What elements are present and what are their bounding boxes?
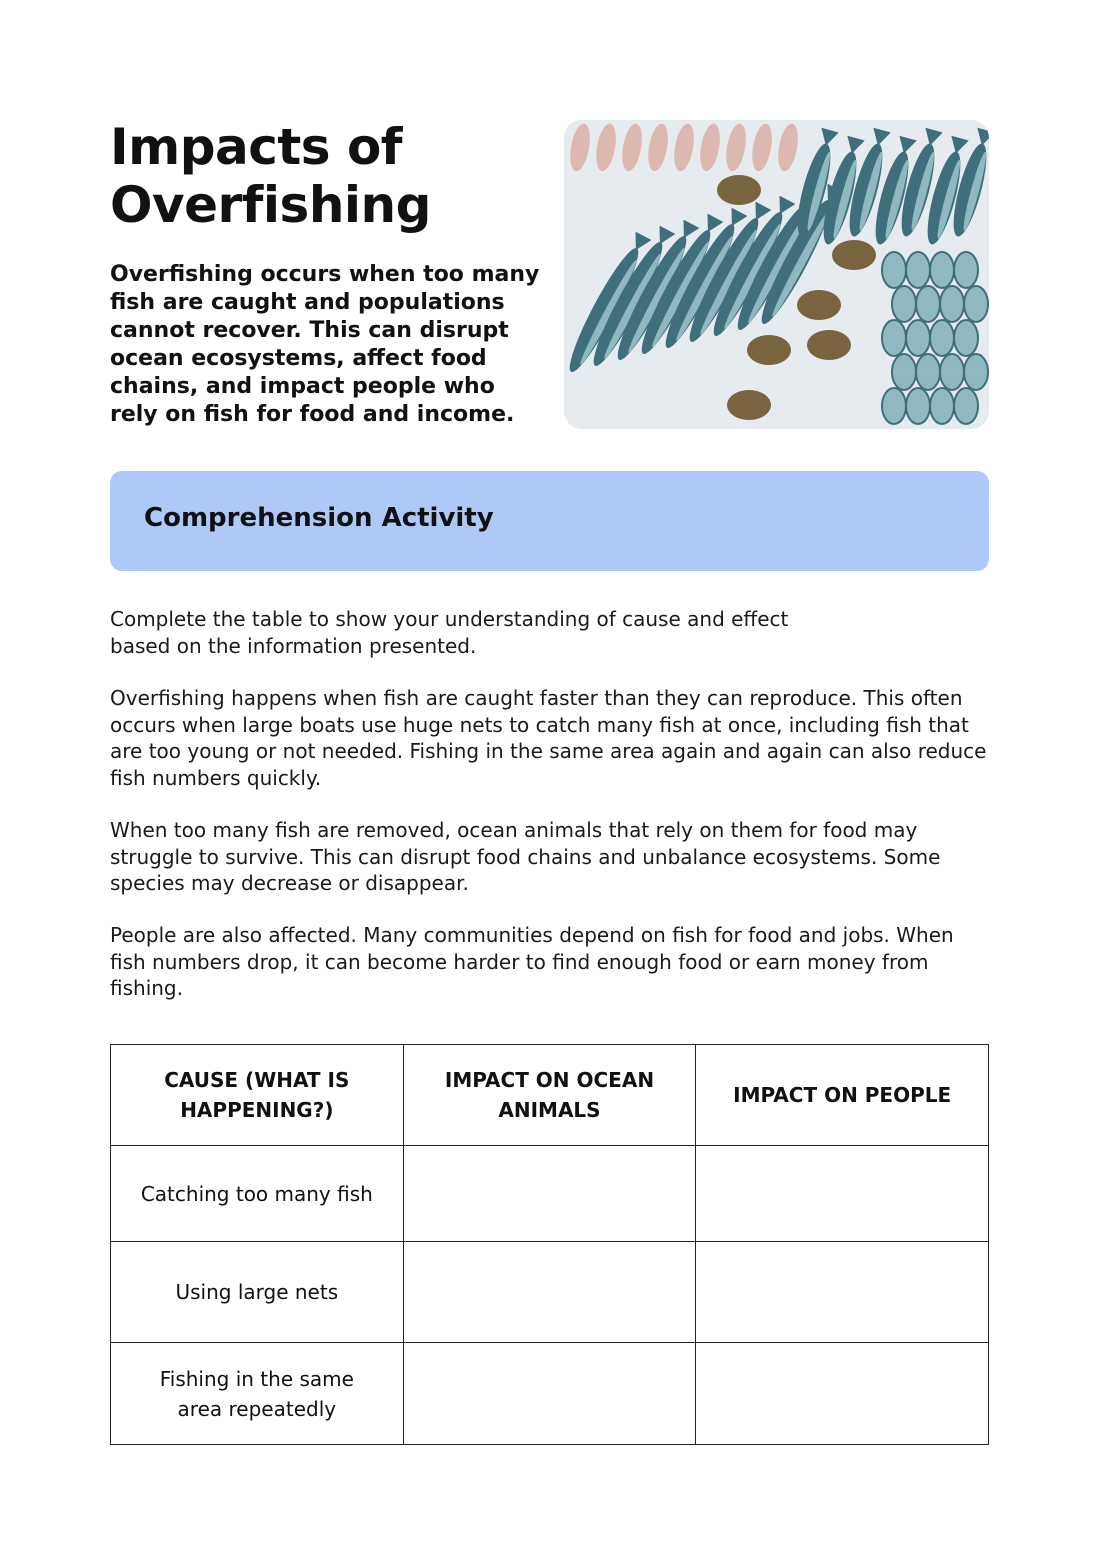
people-impact-answer-cell[interactable]	[696, 1146, 989, 1242]
cause-cell: Catching too many fish	[111, 1146, 404, 1242]
activity-banner	[110, 471, 989, 571]
header-cause: CAUSE (WHAT IS HAPPENING?)	[111, 1045, 404, 1146]
people-impact-answer-cell[interactable]	[696, 1343, 989, 1445]
silver-fish-icon	[930, 252, 954, 288]
fish-market-illustration	[564, 120, 989, 429]
silver-fish-icon	[882, 388, 906, 424]
silver-fish-icon	[906, 252, 930, 288]
silver-fish-icon	[916, 354, 940, 390]
silver-fish-icon	[892, 354, 916, 390]
table-header-row	[111, 1045, 989, 1146]
paragraph-ocean-impact: When too many fish are removed, ocean animals that rely on them for food may struggle to survive. This can disrupt food chains and unbalance ecosystems. Some species may decrease or disappear.	[110, 818, 941, 895]
header-ocean-impact: IMPACT ON OCEAN ANIMALS	[403, 1045, 696, 1146]
table-row	[111, 1146, 989, 1242]
crab-icon	[797, 290, 841, 320]
paragraph-people-impact: People are also affected. Many communities depend on fish for food and jobs. When fish numbers drop, it can become harder to find enough food or earn money from fishing.	[110, 923, 954, 1000]
silver-fish-icon	[892, 286, 916, 322]
cause-cell: Using large nets	[111, 1242, 404, 1343]
page-title: Impacts of Overfishing	[110, 118, 431, 234]
cause-effect-table	[110, 1044, 989, 1445]
silver-fish-icon	[954, 320, 978, 356]
activity-title: Comprehension Activity	[144, 503, 494, 533]
cause-cell: Fishing in the same area repeatedly	[111, 1343, 404, 1445]
silver-fish-icon	[882, 320, 906, 356]
silver-fish-icon	[906, 388, 930, 424]
ocean-impact-answer-cell[interactable]	[403, 1146, 696, 1242]
silver-fish-icon	[940, 354, 964, 390]
paragraph-causes: Overfishing happens when fish are caught faster than they can reproduce. This often occurs when large boats use huge nets to catch many fish at once, including fish that are too young or not needed. Fishing in the same area again and again can also reduce fish numbers quickly.	[110, 686, 987, 790]
table-row	[111, 1242, 989, 1343]
silver-fish-icon	[964, 286, 988, 322]
silver-fish-icon	[930, 320, 954, 356]
instructions-text: Complete the table to show your understanding of cause and effect based on the information presented.	[110, 607, 789, 658]
crab-icon	[727, 390, 771, 420]
silver-fish-icon	[940, 286, 964, 322]
silver-fish-icon	[882, 252, 906, 288]
crab-icon	[717, 175, 761, 205]
silver-fish-icon	[964, 354, 988, 390]
intro-text: Overfishing occurs when too many fish are caught and populations cannot recover. This can disrupt ocean ecosystems, affect food chains, and impact people who rely on fish for food and income.	[110, 262, 540, 427]
silver-fish-icon	[954, 252, 978, 288]
ocean-impact-answer-cell[interactable]	[403, 1242, 696, 1343]
crab-icon	[832, 240, 876, 270]
ocean-impact-answer-cell[interactable]	[403, 1343, 696, 1445]
silver-fish-icon	[954, 388, 978, 424]
people-impact-answer-cell[interactable]	[696, 1242, 989, 1343]
silver-fish-icon	[916, 286, 940, 322]
crab-icon	[807, 330, 851, 360]
table-row	[111, 1343, 989, 1445]
silver-fish-icon	[930, 388, 954, 424]
crab-icon	[747, 335, 791, 365]
header-people-impact: IMPACT ON PEOPLE	[696, 1045, 989, 1146]
silver-fish-icon	[906, 320, 930, 356]
fish-market-photo	[564, 120, 989, 429]
